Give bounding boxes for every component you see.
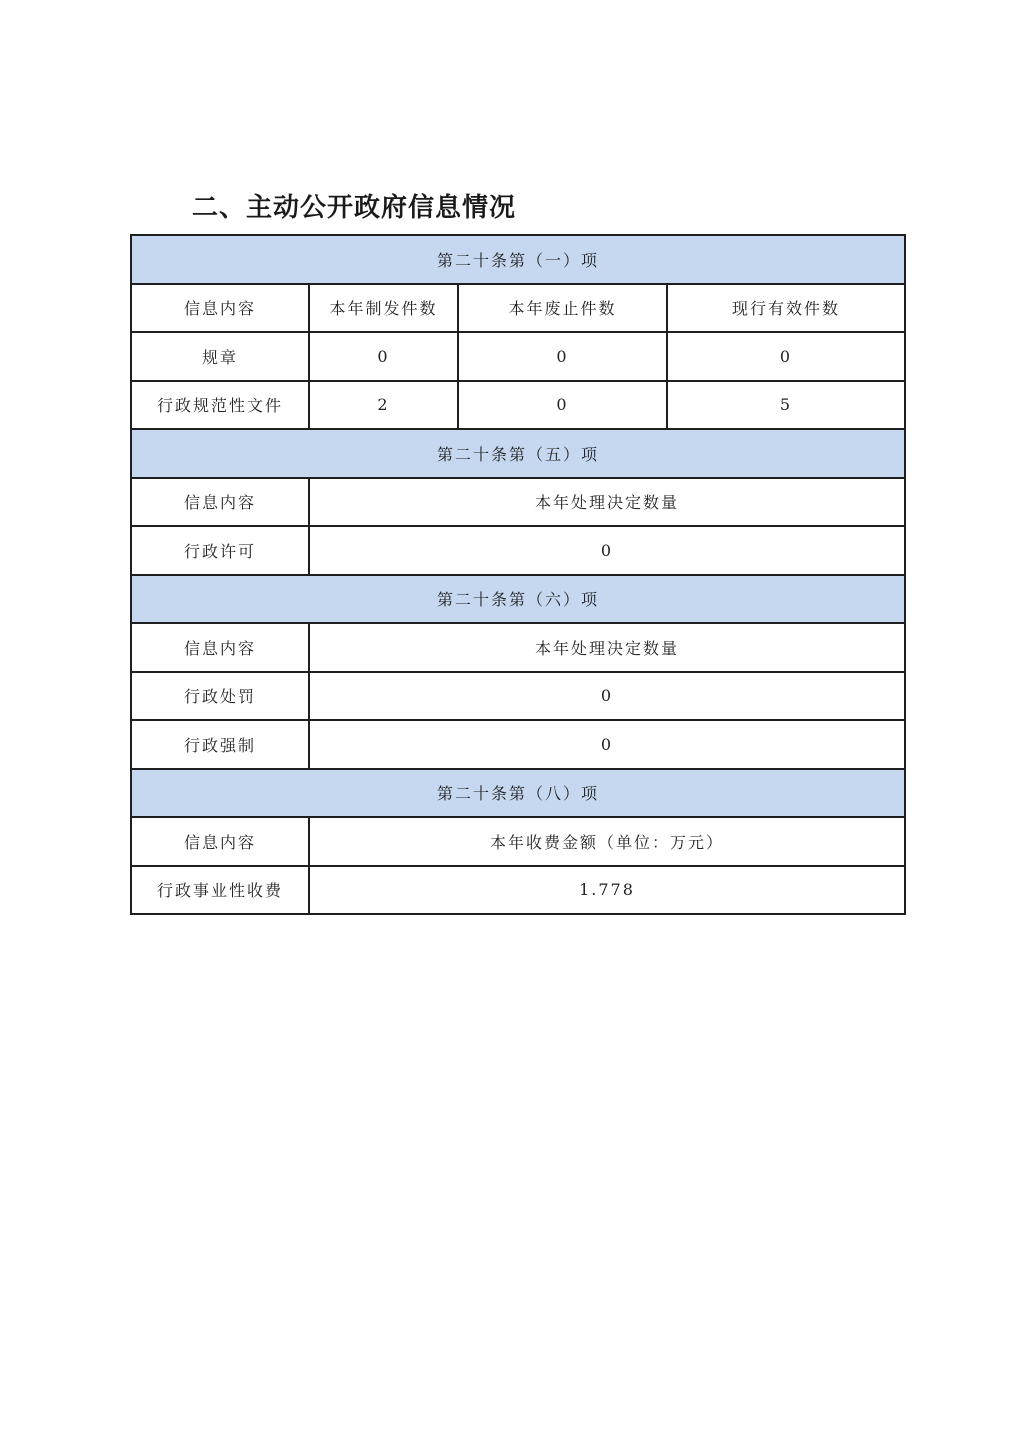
info-disclosure-table	[130, 234, 906, 915]
column-header-row	[131, 623, 905, 672]
row-label: 行政事业性收费	[131, 866, 309, 915]
decision-count: 0	[309, 526, 905, 575]
column-header-row	[131, 284, 905, 333]
page-title: 二、主动公开政府信息情况	[192, 193, 517, 223]
section-header-row	[131, 575, 905, 624]
column-header-row	[131, 817, 905, 866]
table-row	[131, 381, 905, 430]
row-label: 行政许可	[131, 526, 309, 575]
row-label: 行政处罚	[131, 672, 309, 721]
column-header: 信息内容	[131, 284, 309, 333]
table-row	[131, 866, 905, 915]
decision-count: 0	[309, 720, 905, 769]
row-label: 规章	[131, 332, 309, 381]
section-header-row	[131, 235, 905, 284]
column-header: 信息内容	[131, 478, 309, 527]
section-header: 第二十条第（五）项	[131, 429, 905, 478]
column-header: 本年收费金额（单位：万元）	[309, 817, 905, 866]
column-header: 本年废止件数	[458, 284, 667, 333]
column-header: 信息内容	[131, 817, 309, 866]
valid-count: 5	[667, 381, 905, 430]
column-header: 本年处理决定数量	[309, 478, 905, 527]
column-header: 信息内容	[131, 623, 309, 672]
decision-count: 0	[309, 672, 905, 721]
row-label: 行政强制	[131, 720, 309, 769]
row-label: 行政规范性文件	[131, 381, 309, 430]
section-header: 第二十条第（八）项	[131, 769, 905, 818]
column-header: 本年制发件数	[309, 284, 458, 333]
abolished-count: 0	[458, 332, 667, 381]
issued-count: 2	[309, 381, 458, 430]
column-header: 现行有效件数	[667, 284, 905, 333]
fee-amount: 1.778	[309, 866, 905, 915]
table-row	[131, 672, 905, 721]
section-header-row	[131, 429, 905, 478]
column-header: 本年处理决定数量	[309, 623, 905, 672]
abolished-count: 0	[458, 381, 667, 430]
table-row	[131, 332, 905, 381]
section-header-row	[131, 769, 905, 818]
issued-count: 0	[309, 332, 458, 381]
table-row	[131, 720, 905, 769]
section-header: 第二十条第（六）项	[131, 575, 905, 624]
column-header-row	[131, 478, 905, 527]
table-row	[131, 526, 905, 575]
section-header: 第二十条第（一）项	[131, 235, 905, 284]
valid-count: 0	[667, 332, 905, 381]
